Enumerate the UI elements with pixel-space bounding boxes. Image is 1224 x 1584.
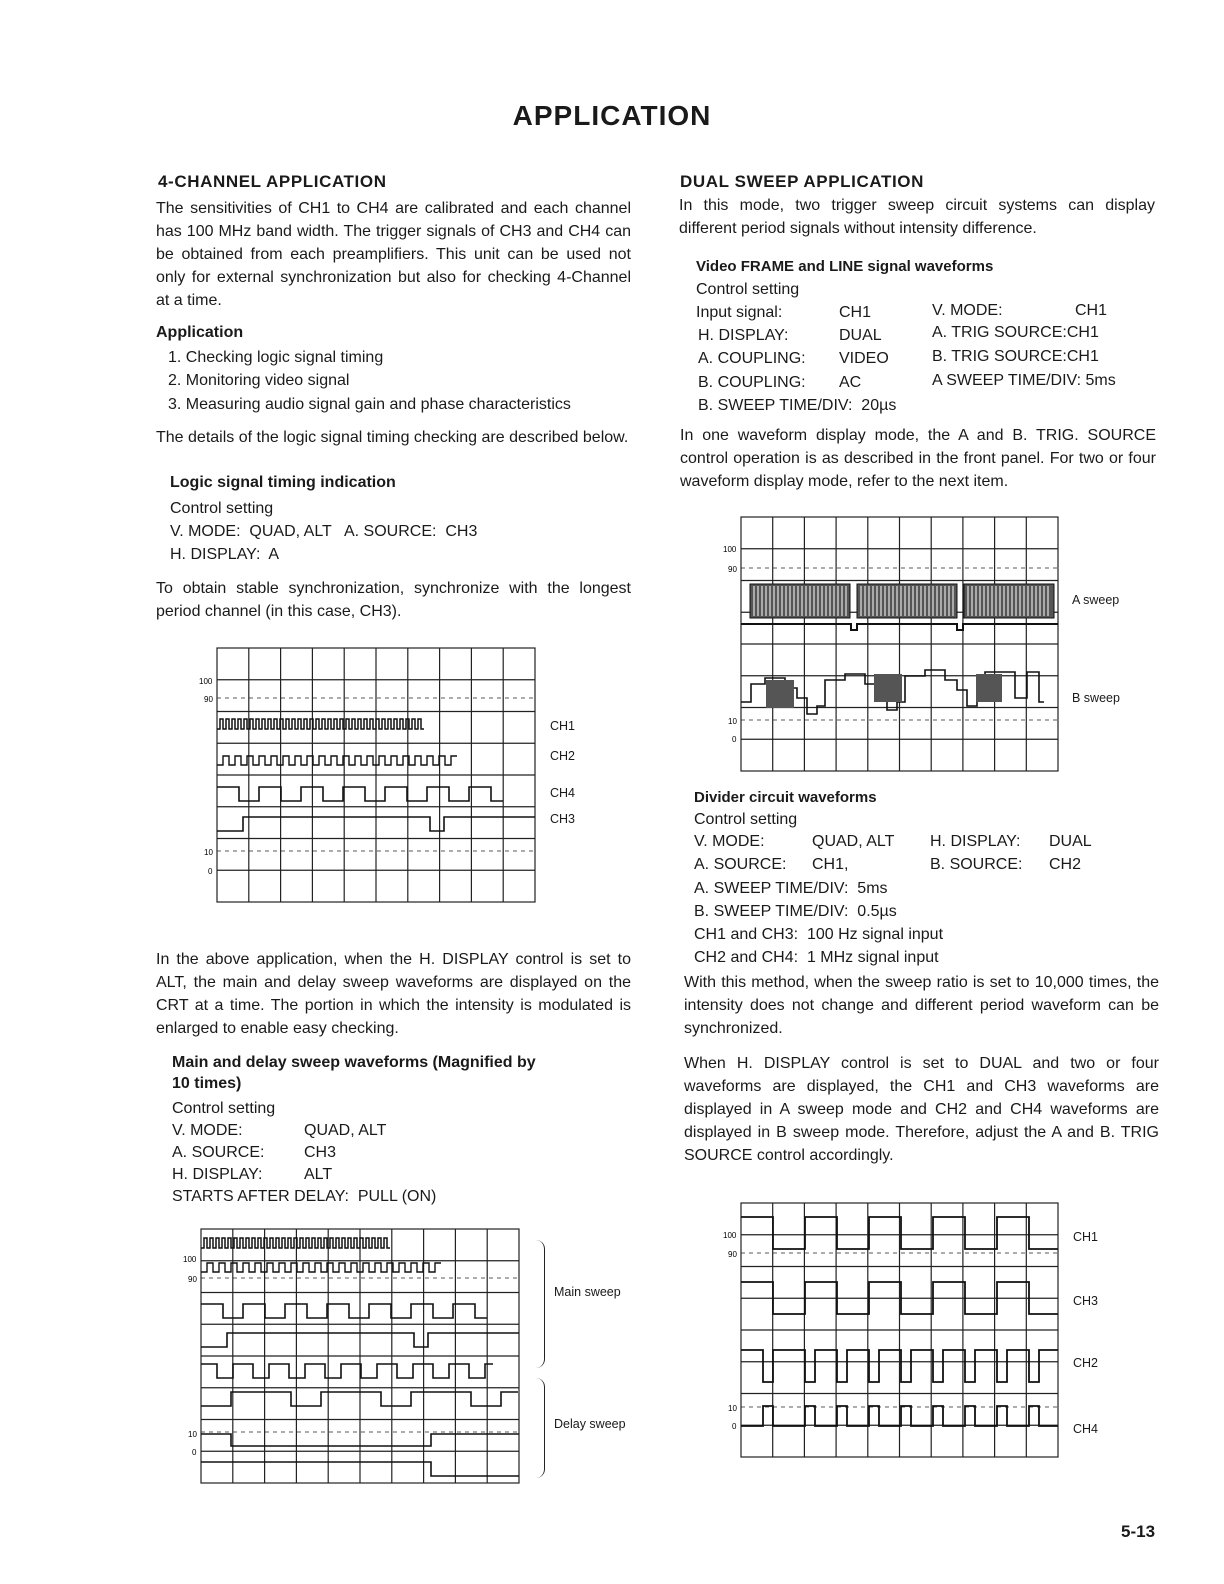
application-item-1: 1. Checking logic signal timing (168, 349, 384, 366)
divider-oscillogram (720, 1200, 1065, 1462)
logic-setting-line-1: V. MODE: QUAD, ALT A. SOURCE: CH3 (170, 523, 478, 540)
scope1-label-ch1: CH1 (550, 719, 576, 733)
details-paragraph: The details of the logic signal timing checking are described below. (156, 429, 629, 446)
main-sweep-brace (536, 1240, 545, 1368)
main-delay-control-setting: Control setting (172, 1100, 276, 1117)
div-line-ch1-ch3: CH1 and CH3: 100 Hz signal input (694, 926, 944, 943)
svg-text:90: 90 (728, 1250, 737, 1259)
one-waveform-paragraph: In one waveform display mode, the A and B. TRIG. SOURCE control operation is as described in the front panel. For two or four waveform display mode, refer to the next item. (680, 427, 1156, 490)
page-title: APPLICATION (512, 100, 712, 131)
svg-text:100: 100 (723, 545, 737, 554)
video-heading: Video FRAME and LINE signal waveforms (696, 258, 994, 275)
video-row2-key2: A. TRIG SOURCE:CH1 (932, 324, 1099, 341)
md-row-vmode-value: QUAD, ALT (304, 1122, 387, 1139)
div-row2-value: CH1, (812, 856, 849, 873)
scope4-label-ch2: CH2 (1073, 1356, 1099, 1370)
scope4-label-ch1: CH1 (1073, 1230, 1099, 1244)
dual-sweep-paragraph: In this mode, two trigger sweep circuit systems can display different period signals without intensity difference. (679, 197, 1155, 237)
graticule-10: 10 (204, 848, 213, 857)
div-row1-value: QUAD, ALT (812, 833, 895, 850)
md-row-vmode-key: V. MODE: (172, 1122, 243, 1139)
graticule-0: 0 (208, 867, 213, 876)
video-row4-key: B. COUPLING: (698, 374, 806, 391)
application-item-2: 2. Monitoring video signal (168, 372, 350, 389)
svg-text:100: 100 (723, 1231, 737, 1240)
b-sweep-label: B sweep (1072, 691, 1120, 705)
svg-text:10: 10 (728, 717, 737, 726)
video-row1-key2: V. MODE: (932, 302, 1003, 319)
graticule-100: 100 (199, 677, 213, 686)
delay-sweep-label: Delay sweep (554, 1417, 626, 1431)
four-channel-heading: 4-CHANNEL APPLICATION (158, 172, 387, 191)
scope1-label-ch2: CH2 (550, 749, 576, 763)
div-row2-value2: CH2 (1049, 856, 1082, 873)
divider-heading: Divider circuit waveforms (694, 789, 877, 806)
div-line-ch2-ch4: CH2 and CH4: 1 MHz signal input (694, 949, 939, 966)
video-b-sweep-time: B. SWEEP TIME/DIV: 20µs (698, 397, 897, 414)
application-item-3: 3. Measuring audio signal gain and phase characteristics (168, 396, 571, 413)
div-row1-key2: H. DISPLAY: (930, 833, 1021, 850)
svg-text:100: 100 (183, 1255, 197, 1264)
video-row1-key: Input signal: (696, 304, 783, 321)
div-line-a-sweep: A. SWEEP TIME/DIV: 5ms (694, 880, 888, 897)
svg-text:90: 90 (728, 565, 737, 574)
main-delay-heading-line-2: 10 times) (172, 1075, 242, 1092)
video-row3-key2: B. TRIG SOURCE:CH1 (932, 348, 1099, 365)
stable-sync-paragraph: To obtain stable synchronization, synchronize with the longest period channel (in this case, CH3). (156, 580, 631, 620)
scope4-label-ch3: CH3 (1073, 1294, 1099, 1308)
main-delay-heading-line-1: Main and delay sweep waveforms (Magnified by (172, 1054, 536, 1071)
svg-text:10: 10 (188, 1430, 197, 1439)
divider-control-setting: Control setting (694, 811, 798, 828)
above-application-paragraph: In the above application, when the H. DISPLAY control is set to ALT, the main and delay sweep waveforms are displayed on the CRT at a time. The portion in which the intensity is modulated is enlarged to enable easy checking. (156, 951, 631, 1037)
video-row2-value: DUAL (839, 327, 882, 344)
svg-text:10: 10 (728, 1404, 737, 1413)
video-control-setting: Control setting (696, 281, 800, 298)
dual-sweep-heading: DUAL SWEEP APPLICATION (680, 172, 924, 191)
scope1-label-ch3: CH3 (550, 812, 576, 826)
video-row1-value: CH1 (839, 304, 872, 321)
logic-signal-heading: Logic signal timing indication (170, 474, 396, 491)
md-row-asource-key: A. SOURCE: (172, 1144, 265, 1161)
delay-sweep-brace (536, 1378, 545, 1478)
video-row4-key2: A SWEEP TIME/DIV: 5ms (932, 372, 1116, 389)
md-row-hdisplay-key: H. DISPLAY: (172, 1166, 263, 1183)
logic-control-setting: Control setting (170, 500, 274, 517)
svg-text:0: 0 (732, 1422, 737, 1431)
scope4-label-ch4: CH4 (1073, 1422, 1099, 1436)
scope1-label-ch4: CH4 (550, 786, 576, 800)
main-sweep-label: Main sweep (554, 1285, 621, 1299)
with-method-paragraph: With this method, when the sweep ratio is set to 10,000 times, the intensity does not change and different period waveform can be synchronized. (684, 974, 1159, 1037)
md-row-asource-value: CH3 (304, 1144, 337, 1161)
md-row-hdisplay-value: ALT (304, 1166, 333, 1183)
logic-timing-oscillogram (196, 645, 556, 907)
graticule-90: 90 (204, 695, 213, 704)
main-delay-oscillogram (180, 1226, 550, 1488)
video-row3-value: VIDEO (839, 350, 889, 367)
div-row2-key: A. SOURCE: (694, 856, 787, 873)
video-row4-value: AC (839, 374, 862, 391)
application-heading: Application (156, 324, 244, 341)
four-channel-paragraph: The sensitivities of CH1 to CH4 are calibrated and each channel has 100 MHz band width. The trigger signals of CH3 and CH4 can be obtained from each preamplifiers. This unit can be used not only for external synchronization but also for checking 4-Channel at a time. (156, 200, 631, 309)
svg-text:90: 90 (188, 1275, 197, 1284)
a-sweep-label: A sweep (1072, 593, 1120, 607)
video-row1-value2: CH1 (1075, 302, 1108, 319)
video-row2-key: H. DISPLAY: (698, 327, 789, 344)
page-number: 5-13 (1121, 1522, 1156, 1541)
logic-setting-line-2: H. DISPLAY: A (170, 546, 280, 563)
when-hdisplay-paragraph: When H. DISPLAY control is set to DUAL and two or four waveforms are displayed, the CH1 and CH3 waveforms are displayed in A sweep mode and CH2 and CH4 waveforms are displayed in B sweep mode. Therefore, adjust the A and B. TRIG SOURCE control accordingly. (684, 1055, 1159, 1164)
div-line-b-sweep: B. SWEEP TIME/DIV: 0.5µs (694, 903, 897, 920)
div-row2-key2: B. SOURCE: (930, 856, 1023, 873)
div-row1-key: V. MODE: (694, 833, 765, 850)
video-row3-key: A. COUPLING: (698, 350, 806, 367)
md-starts-after-delay: STARTS AFTER DELAY: PULL (ON) (172, 1188, 437, 1205)
svg-text:0: 0 (732, 735, 737, 744)
div-row1-value2: DUAL (1049, 833, 1092, 850)
video-oscillogram (720, 514, 1065, 776)
svg-text:0: 0 (192, 1448, 197, 1457)
